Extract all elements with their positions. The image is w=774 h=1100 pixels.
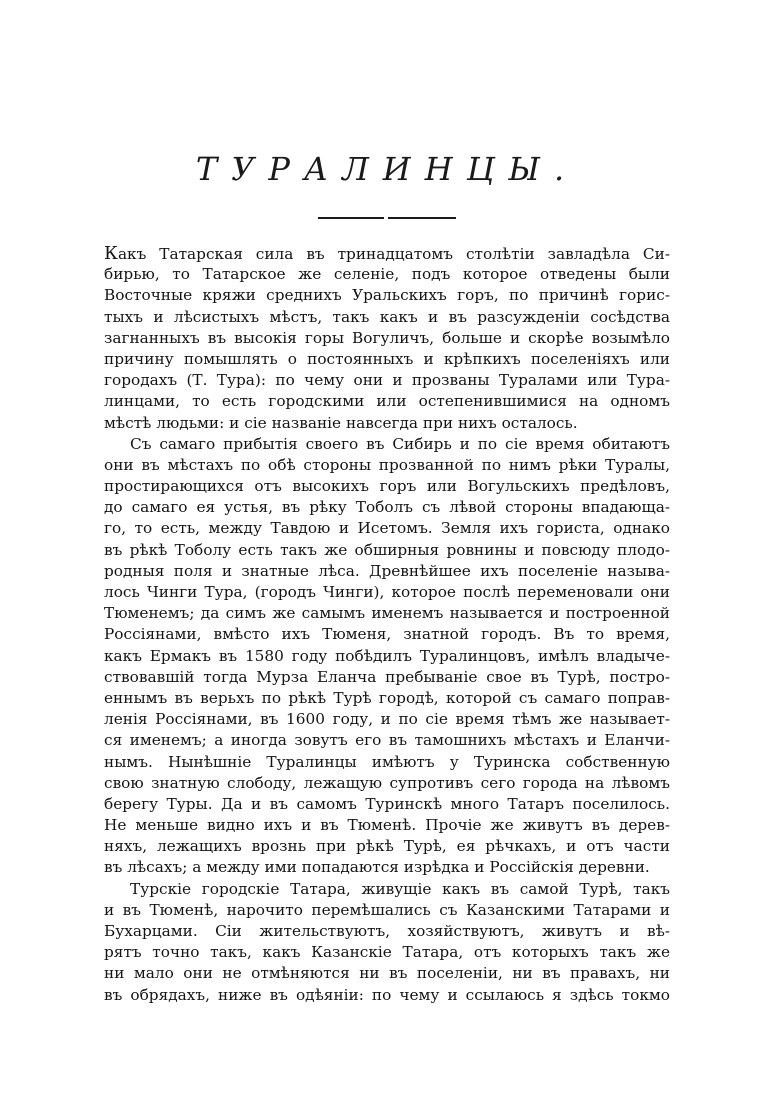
text-line: въ лѣсахъ; а между ими попадаются изрѣдка и Россійскія деревни.: [104, 858, 650, 877]
body-text: [104, 243, 670, 1006]
text-line: въ рѣкѣ Тоболу есть такъ же обширныя ровнины и повсюду плодо-: [104, 540, 670, 559]
text-line: тыхъ и лѣсистыхъ мѣстъ, такъ какъ и въ разсужденіи сосѣдства: [104, 307, 670, 326]
text-line: Бухарцами. Сіи жительствуютъ, хозяйствуютъ, живутъ и вѣ-: [104, 922, 670, 940]
text-line: до самаго ея устья, въ рѣку Тоболъ съ лѣвой стороны впадающа-: [104, 498, 670, 517]
text-line: ствовавшій тогда Мурза Еланча пребываніе свое въ Турѣ, постро-: [104, 667, 670, 686]
text-line: Съ самаго прибытія своего въ Сибирь и по сіе время обитаютъ: [130, 434, 670, 453]
text-line: го, то есть, между Тавдою и Исетомъ. Земля ихъ гориста, однако: [104, 519, 670, 538]
text-line: бирью, то Татарское же селеніе, подъ которое отведены были: [104, 265, 670, 284]
text-line: еннымъ въ верьхъ по рѣкѣ Турѣ городѣ, которой съ самаго поправ-: [104, 688, 670, 707]
text-line: нымъ. Нынѣшніе Туралинцы имѣютъ у Туринска собственную: [104, 752, 670, 771]
text-line: они въ мѣстахъ по обѣ стороны прозванной по нимъ рѣки Туралы,: [104, 455, 670, 474]
text-line: загнанныхъ въ высокія горы Вогуличъ, больше и скорѣе возымѣло: [104, 328, 670, 347]
text-line: линцами, то есть городскими или остепенившимися на одномъ: [104, 392, 670, 411]
text-line: мѣстѣ людьми: и сіе названіе навсегда при нихъ осталось.: [104, 413, 578, 432]
text-line: и въ Тюменѣ, нарочито перемѣшались съ Казанскими Татарами и: [104, 900, 670, 919]
text-line: родныя поля и знатные лѣса. Древнѣйшее ихъ поселеніе называ-: [104, 561, 670, 580]
text-line: лось Чинги Тура, (городъ Чинги), которое послѣ переменовали они: [104, 583, 670, 601]
text-line: въ обрядахъ, ниже въ одѣяніи: по чему и ссылаюсь я здѣсь токмо: [104, 985, 670, 1004]
text-line: ни мало они не отмѣняются ни въ поселеніи, ни въ правахъ, ни: [104, 964, 670, 983]
text-line: ся именемъ; а иногда зовутъ его въ тамошнихъ мѣстахъ и Еланчи-: [104, 731, 670, 750]
text-line: берегу Туры. Да и въ самомъ Туринскѣ много Татаръ поселилось.: [104, 794, 670, 813]
text-line: какъ Ермакъ въ 1580 году побѣдилъ Туралинцовъ, имѣлъ владыче-: [104, 646, 670, 665]
text-line: городахъ (Т. Тура): по чему они и прозваны Туралами или Тура-: [104, 371, 670, 390]
text-line: Турскіе городскіе Татара, живущіе какъ въ самой Турѣ, такъ: [130, 879, 670, 898]
text-line: Какъ Татарская сила въ тринадцатомъ столѣтіи завладѣла Си-: [104, 243, 670, 264]
text-line: Не меньше видно ихъ и въ Тюменѣ. Прочіе же живутъ въ дерев-: [104, 816, 670, 835]
title-divider: [318, 217, 456, 219]
text-line: причину помышлять о постоянныхъ и крѣпкихъ поселеніяхъ или: [104, 349, 670, 368]
text-line: свою знатную слободу, лежащую супротивъ сего города на лѣвомъ: [104, 773, 670, 792]
text-line: Восточные кряжи среднихъ Уральскихъ горъ, по причинѣ горис-: [104, 286, 670, 305]
text-line: ленія Россіянами, въ 1600 году, и по сіе время тѣмъ же называет-: [104, 710, 670, 729]
text-line: рятъ точно такъ, какъ Казанскіе Татара, отъ которыхъ такъ же: [104, 943, 670, 962]
text-line: няхъ, лежащихъ врознь при рѣкѣ Турѣ, ея рѣчкахъ, и отъ части: [104, 837, 670, 856]
chapter-title: ТУРАЛИНЦЫ.: [195, 150, 579, 188]
text-line: простирающихся отъ высокихъ горъ или Вогульскихъ предѣловъ,: [104, 477, 670, 496]
text-line: Тюменемъ; да симъ же самымъ именемъ называется и построенной: [104, 604, 670, 623]
text-line: Россіянами, вмѣсто ихъ Тюменя, знатной городъ. Въ то время,: [104, 625, 670, 644]
